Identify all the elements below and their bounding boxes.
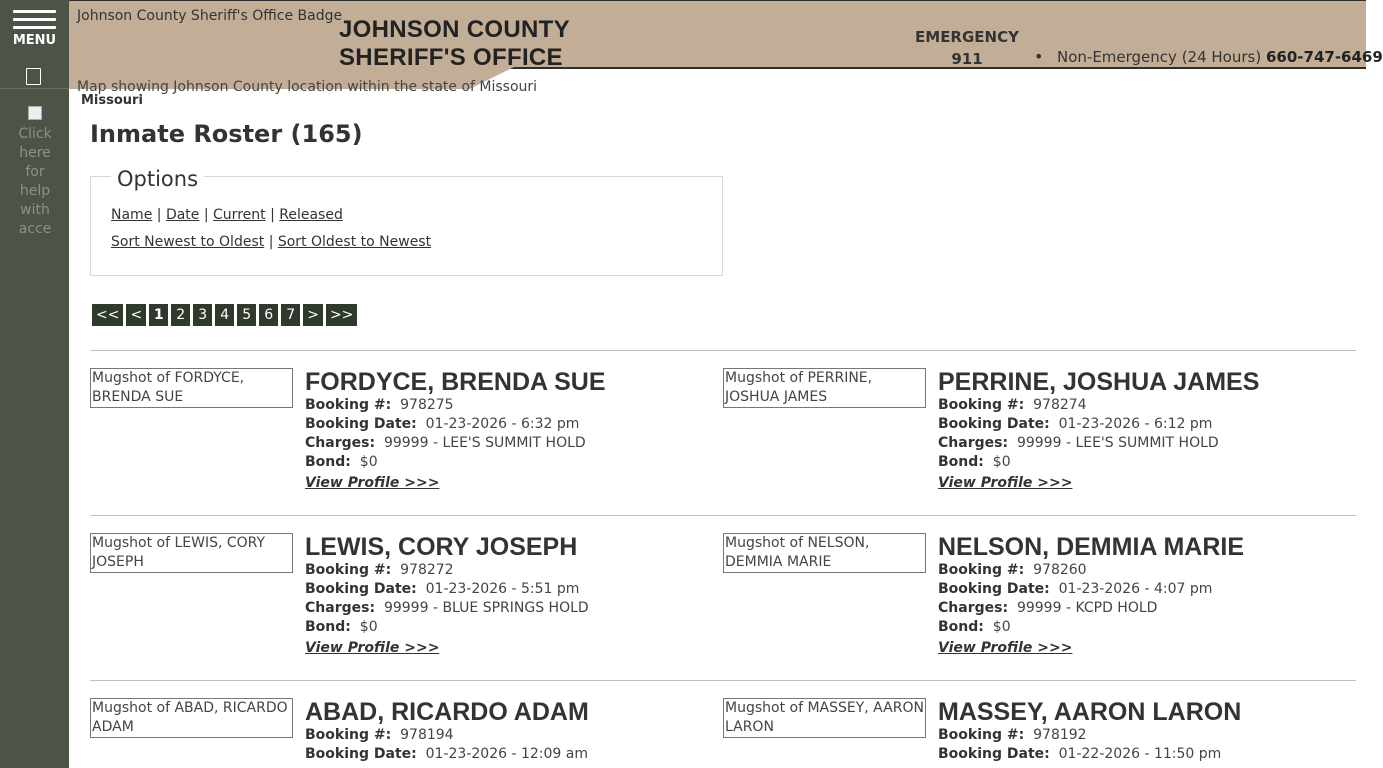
inmate-card: [723, 698, 1343, 768]
date-label: Booking Date:: [305, 581, 417, 597]
bond-label: Bond:: [305, 619, 351, 635]
page-1[interactable]: 1: [149, 304, 168, 326]
booking-date: 01-23-2026 - 4:07 pm: [1058, 581, 1213, 597]
charges-label: Charges:: [305, 600, 376, 616]
map-alt-text: Map showing Johnson County location within the state of Missouri: [77, 79, 538, 95]
separator: |: [268, 234, 274, 250]
inmate-info: [305, 698, 589, 764]
inmate-name: LEWIS, CORY JOSEPH: [305, 533, 578, 561]
inmate-card: [723, 533, 1343, 673]
inmate-info: [938, 368, 1259, 493]
booking-date: 01-23-2026 - 6:32 pm: [425, 416, 580, 432]
page-next[interactable]: >: [303, 304, 323, 326]
mugshot-image[interactable]: Mugshot of FORDYCE, BRENDA SUE: [90, 368, 293, 408]
booking-number: 978274: [1033, 397, 1087, 413]
sort-links: [111, 234, 431, 250]
booking-number-line: [938, 396, 1259, 415]
inmate-info: [305, 368, 606, 493]
map-state-label: Missouri: [81, 93, 143, 108]
page-7[interactable]: 7: [281, 304, 300, 326]
charges-label: Charges:: [938, 435, 1009, 451]
mugshot-image[interactable]: Mugshot of LEWIS, CORY JOSEPH: [90, 533, 293, 573]
booking-number-line: [305, 396, 606, 415]
view-profile-link[interactable]: View Profile >>>: [305, 640, 440, 656]
county-map-image: [77, 79, 538, 108]
filter-current-link[interactable]: Current: [213, 207, 266, 223]
booking-number: 978192: [1033, 727, 1087, 743]
nonemergency-number[interactable]: 660-747-6469: [1265, 48, 1383, 66]
page-first[interactable]: <<: [92, 304, 123, 326]
site-title-line1: JOHNSON COUNTY: [339, 16, 570, 43]
mugshot-image[interactable]: Mugshot of MASSEY, AARON LARON: [723, 698, 926, 738]
booking-number-line: [305, 726, 589, 745]
booking-number-line: [938, 726, 1241, 745]
bond-line: [938, 618, 1244, 637]
bond-line: [938, 453, 1259, 472]
inmate-info: [938, 533, 1244, 658]
broken-image-icon: [28, 106, 42, 120]
charges-label: Charges:: [938, 600, 1009, 616]
page-4[interactable]: 4: [215, 304, 234, 326]
charges-line: [938, 599, 1244, 618]
nonemergency-contact: [1057, 48, 1383, 66]
booking-label: Booking #:: [305, 562, 392, 578]
inmate-info: [938, 698, 1241, 764]
separator: |: [203, 207, 209, 223]
divider: [90, 515, 1356, 516]
page-last[interactable]: >>: [326, 304, 357, 326]
page-prev[interactable]: <: [126, 304, 146, 326]
booking-date-line: [305, 745, 589, 764]
pagination: [92, 304, 357, 326]
menu-label: MENU: [12, 33, 57, 48]
sort-newest-link[interactable]: Sort Newest to Oldest: [111, 234, 265, 250]
divider: [90, 680, 1356, 681]
hamburger-icon: [13, 10, 56, 34]
booking-label: Booking #:: [938, 727, 1025, 743]
bond-label: Bond:: [305, 454, 351, 470]
view-profile-link[interactable]: View Profile >>>: [305, 475, 440, 491]
booking-label: Booking #:: [305, 727, 392, 743]
page-5[interactable]: 5: [237, 304, 256, 326]
bond: $0: [359, 454, 378, 470]
date-label: Booking Date:: [305, 746, 417, 762]
page-6[interactable]: 6: [259, 304, 278, 326]
emergency-label: EMERGENCY: [915, 28, 1019, 46]
booking-label: Booking #:: [938, 397, 1025, 413]
view-profile-link[interactable]: View Profile >>>: [938, 475, 1073, 491]
filter-released-link[interactable]: Released: [279, 207, 343, 223]
separator: |: [270, 207, 275, 223]
booking-date-line: [305, 415, 606, 434]
inmate-info: [305, 533, 589, 658]
inmate-card: [90, 368, 710, 508]
filter-name-link[interactable]: Name: [111, 207, 153, 223]
site-title-line2: SHERIFF'S OFFICE: [339, 44, 563, 71]
date-label: Booking Date:: [305, 416, 417, 432]
bond: $0: [992, 454, 1011, 470]
emergency-number[interactable]: 911: [951, 50, 983, 68]
charges-label: Charges:: [305, 435, 376, 451]
bond: $0: [992, 619, 1011, 635]
page-2[interactable]: 2: [171, 304, 190, 326]
charges: 99999 - LEE'S SUMMIT HOLD: [1016, 435, 1219, 451]
emergency-contact: [912, 26, 1022, 70]
page-title: Inmate Roster (165): [90, 120, 363, 148]
inmate-card: [90, 698, 710, 768]
charges-line: [938, 434, 1259, 453]
accessibility-icon[interactable]: [26, 68, 41, 85]
bond-label: Bond:: [938, 619, 984, 635]
inmate-card: [723, 368, 1343, 508]
date-label: Booking Date:: [938, 581, 1050, 597]
inmate-name: MASSEY, AARON LARON: [938, 698, 1242, 726]
view-profile-link[interactable]: View Profile >>>: [938, 640, 1073, 656]
mugshot-image[interactable]: Mugshot of NELSON, DEMMIA MARIE: [723, 533, 926, 573]
help-accessibility-image[interactable]: [18, 106, 52, 236]
options-panel: [90, 167, 723, 276]
inmate-name: PERRINE, JOSHUA JAMES: [938, 368, 1260, 396]
sheriff-badge-image[interactable]: Johnson County Sheriff's Office Badge: [77, 8, 343, 24]
booking-date: 01-22-2026 - 11:50 pm: [1058, 746, 1222, 762]
booking-date-line: [305, 580, 589, 599]
inmate-card: [90, 533, 710, 673]
booking-number: 978272: [400, 562, 454, 578]
help-alt-text: Click here for help with acce: [18, 126, 52, 237]
nonemergency-label: Non-Emergency (24 Hours): [1057, 48, 1262, 66]
sidebar: [0, 0, 69, 768]
menu-button[interactable]: [0, 0, 69, 89]
filter-links: [111, 207, 343, 223]
booking-date: 01-23-2026 - 6:12 pm: [1058, 416, 1213, 432]
bond-label: Bond:: [938, 454, 984, 470]
booking-label: Booking #:: [938, 562, 1025, 578]
booking-date: 01-23-2026 - 12:09 am: [425, 746, 588, 762]
page-3[interactable]: 3: [193, 304, 212, 326]
divider: [90, 350, 1356, 351]
bond: $0: [359, 619, 378, 635]
filter-date-link[interactable]: Date: [165, 207, 200, 223]
booking-number: 978194: [400, 727, 454, 743]
charges: 99999 - LEE'S SUMMIT HOLD: [383, 435, 586, 451]
site-title[interactable]: [339, 16, 570, 72]
bond-line: [305, 618, 589, 637]
charges: 99999 - KCPD HOLD: [1016, 600, 1158, 616]
options-legend: Options: [111, 167, 204, 191]
charges-line: [305, 599, 589, 618]
booking-date: 01-23-2026 - 5:51 pm: [425, 581, 580, 597]
booking-number-line: [305, 561, 589, 580]
mugshot-image[interactable]: Mugshot of ABAD, RICARDO ADAM: [90, 698, 293, 738]
mugshot-image[interactable]: Mugshot of PERRINE, JOSHUA JAMES: [723, 368, 926, 408]
inmate-name: FORDYCE, BRENDA SUE: [305, 368, 606, 396]
booking-label: Booking #:: [305, 397, 392, 413]
date-label: Booking Date:: [938, 416, 1050, 432]
sort-oldest-link[interactable]: Sort Oldest to Newest: [277, 234, 432, 250]
booking-number: 978275: [400, 397, 454, 413]
charges: 99999 - BLUE SPRINGS HOLD: [383, 600, 589, 616]
inmate-name: ABAD, RICARDO ADAM: [305, 698, 589, 726]
separator: |: [156, 207, 162, 223]
bond-line: [305, 453, 606, 472]
booking-number: 978260: [1033, 562, 1087, 578]
charges-line: [305, 434, 606, 453]
booking-date-line: [938, 745, 1241, 764]
booking-date-line: [938, 580, 1244, 599]
header-bullet: •: [1034, 47, 1044, 66]
inmate-name: NELSON, DEMMIA MARIE: [938, 533, 1245, 561]
date-label: Booking Date:: [938, 746, 1050, 762]
booking-number-line: [938, 561, 1244, 580]
booking-date-line: [938, 415, 1259, 434]
